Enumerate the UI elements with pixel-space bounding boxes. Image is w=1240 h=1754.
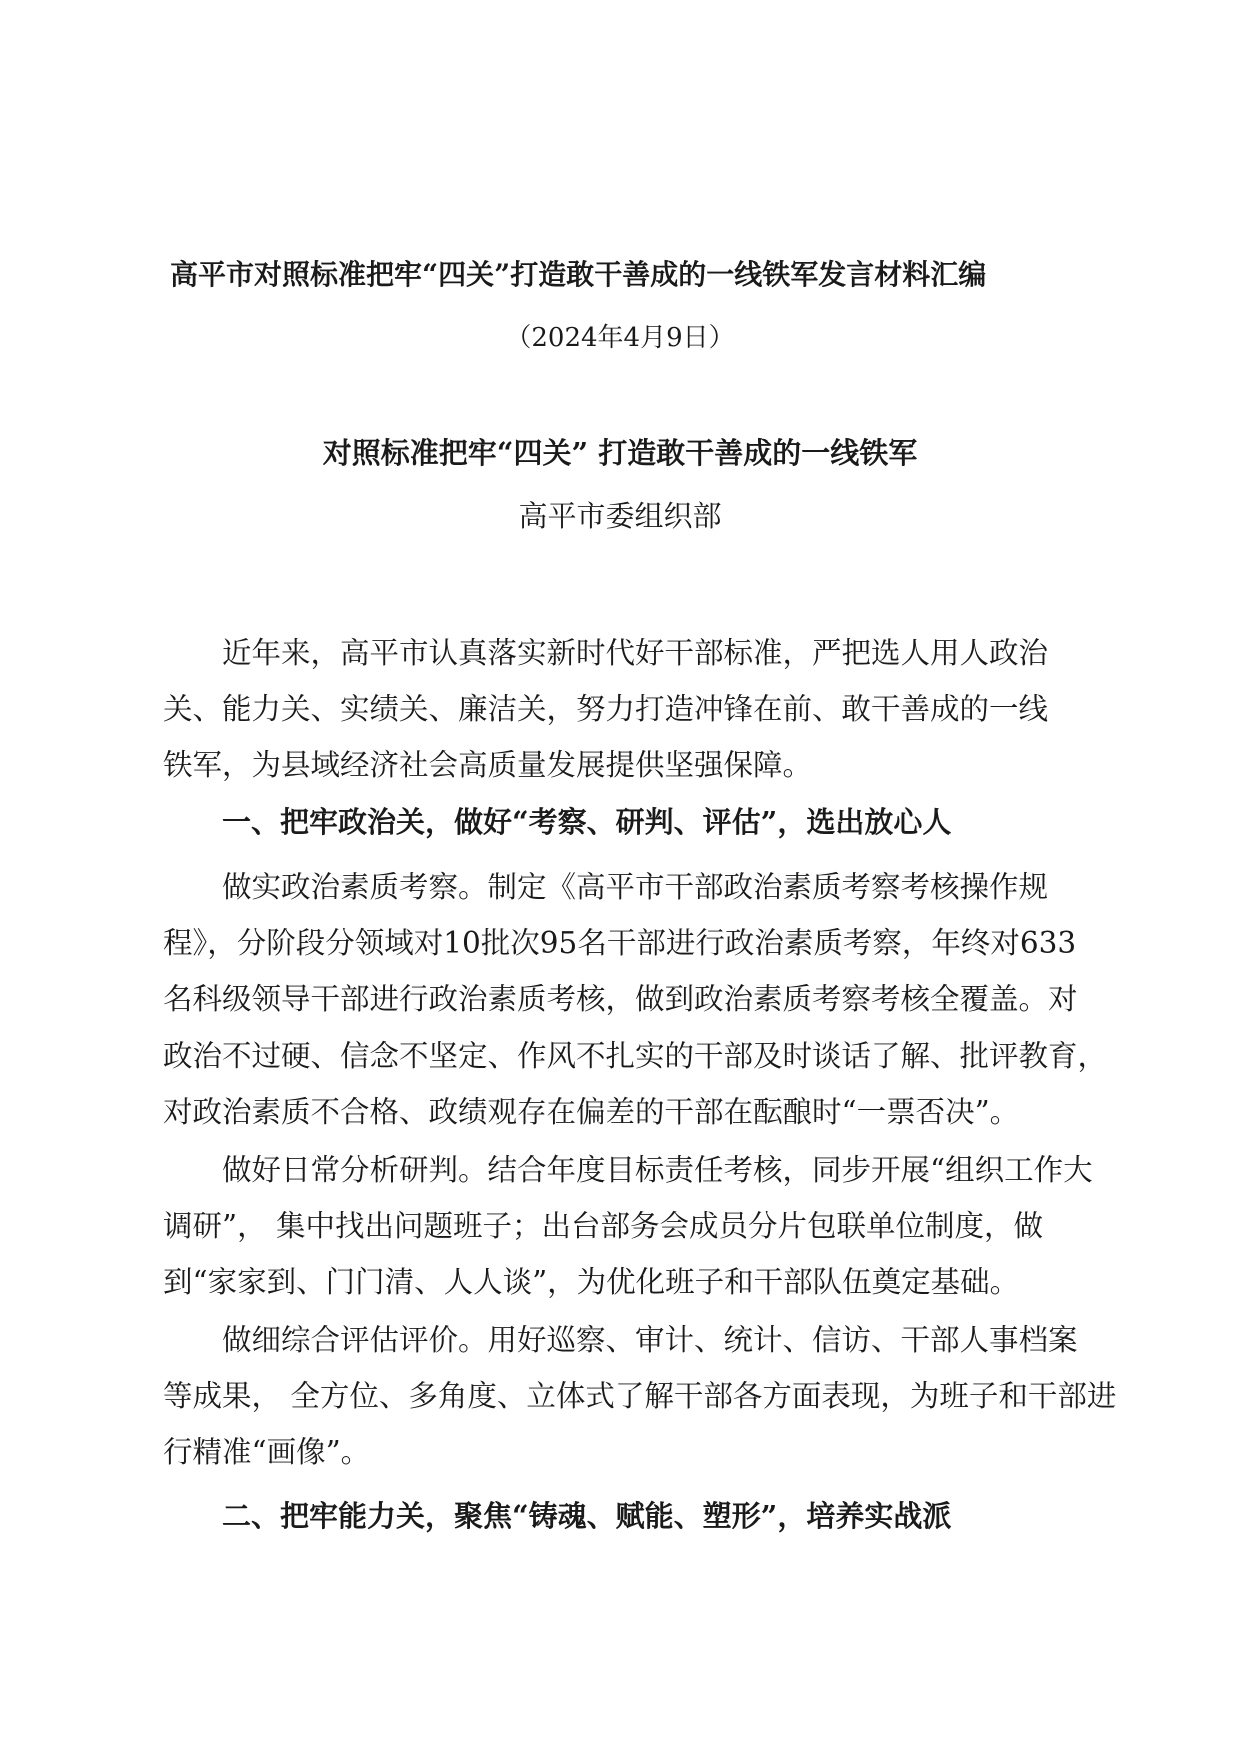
section-1-heading: 一、把牢政治关，做好“考察、研判、评估”，选出放心人 bbox=[222, 805, 952, 839]
paragraph-line: 行精准“画像”。 bbox=[163, 1435, 371, 1469]
paragraph-line: 做实政治素质考察。制定《高平市干部政治素质考察考核操作规 bbox=[222, 870, 1049, 904]
article-author: 高平市委组织部 bbox=[518, 499, 722, 533]
intro-line: 关、能力关、实绩关、廉洁关，努力打造冲锋在前、敢干善成的一线 bbox=[163, 692, 1049, 726]
paragraph-line: 等成果， 全方位、多角度、立体式了解干部各方面表现，为班子和干部进 bbox=[163, 1379, 1117, 1413]
paragraph-line: 到“家家到、门门清、人人谈”，为优化班子和干部队伍奠定基础。 bbox=[163, 1265, 1020, 1299]
section-2-heading: 二、把牢能力关，聚焦“铸魂、赋能、塑形”，培养实战派 bbox=[222, 1499, 952, 1533]
document-date: （2024年4月9日） bbox=[505, 323, 735, 353]
intro-line: 近年来，高平市认真落实新时代好干部标准，严把选人用人政治 bbox=[222, 636, 1049, 670]
paragraph-line: 对政治素质不合格、政绩观存在偏差的干部在酝酿时“一票否决”。 bbox=[163, 1095, 1020, 1129]
paragraph-line: 调研”， 集中找出问题班子；出台部务会成员分片包联单位制度，做 bbox=[163, 1209, 1043, 1243]
paragraph-line: 政治不过硬、信念不坚定、作风不扎实的干部及时谈话了解、批评教育， bbox=[163, 1039, 1108, 1073]
paragraph-line: 做细综合评估评价。用好巡察、审计、统计、信访、干部人事档案 bbox=[222, 1323, 1078, 1357]
paragraph-line: 名科级领导干部进行政治素质考核，做到政治素质考察考核全覆盖。对 bbox=[163, 982, 1078, 1016]
article-title: 对照标准把牢“四关” 打造敢干善成的一线铁军 bbox=[322, 436, 918, 470]
paragraph-line: 程》，分阶段分领域对10批次95名干部进行政治素质考察，年终对633 bbox=[163, 926, 1077, 960]
document-title: 高平市对照标准把牢“四关”打造敢干善成的一线铁军发言材料汇编 bbox=[170, 258, 987, 291]
paragraph-line: 做好日常分析研判。结合年度目标责任考核，同步开展“组织工作大 bbox=[222, 1153, 1093, 1187]
intro-line: 铁军，为县域经济社会高质量发展提供坚强保障。 bbox=[163, 748, 813, 782]
